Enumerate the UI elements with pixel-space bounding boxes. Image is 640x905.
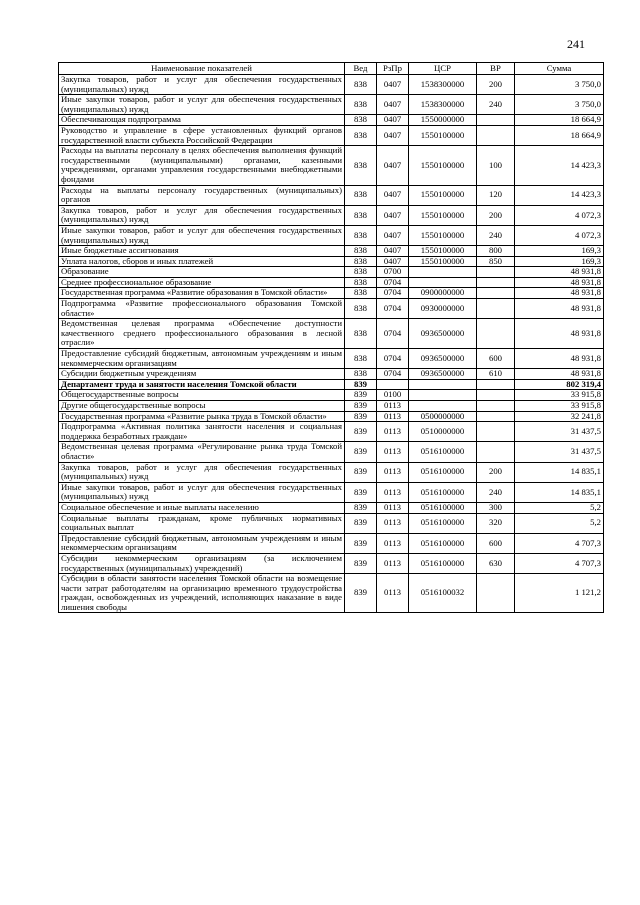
cell-sum: 33 915,8 — [515, 401, 604, 412]
cell-csr: 0936500000 — [409, 349, 477, 369]
cell-rzpr: 0407 — [377, 115, 409, 126]
cell-name: Расходы на выплаты персоналу в целях обеспечения выполнения функций государственными (муниципальными) органами, казенными учреждениями, органами управления государственными внебюджетными фондами — [59, 146, 345, 185]
cell-csr: 1550100000 — [409, 185, 477, 205]
cell-ved: 839 — [345, 502, 377, 513]
cell-name: Закупка товаров, работ и услуг для обеспечения государственных (муниципальных) нужд — [59, 462, 345, 482]
cell-sum: 33 915,8 — [515, 390, 604, 401]
table-row — [59, 95, 604, 115]
cell-ved: 838 — [345, 125, 377, 145]
table-row — [59, 533, 604, 553]
page-number: 241 — [567, 37, 585, 51]
cell-name: Уплата налогов, сборов и иных платежей — [59, 256, 345, 267]
table-row — [59, 146, 604, 185]
table-row — [59, 411, 604, 422]
cell-ved: 839 — [345, 533, 377, 553]
cell-sum: 802 319,4 — [515, 379, 604, 390]
cell-csr: 0500000000 — [409, 411, 477, 422]
table-row — [59, 513, 604, 533]
cell-ved: 839 — [345, 482, 377, 502]
cell-sum: 3 750,0 — [515, 75, 604, 95]
cell-name: Социальные выплаты гражданам, кроме публичных нормативных социальных выплат — [59, 513, 345, 533]
cell-sum: 4 072,3 — [515, 225, 604, 245]
cell-ved: 838 — [345, 277, 377, 288]
cell-rzpr: 0407 — [377, 246, 409, 257]
cell-vr — [477, 277, 515, 288]
cell-sum: 18 664,9 — [515, 125, 604, 145]
cell-sum: 169,3 — [515, 246, 604, 257]
cell-sum: 31 437,5 — [515, 442, 604, 462]
cell-vr — [477, 390, 515, 401]
cell-csr: 1550100000 — [409, 146, 477, 185]
table-row — [59, 379, 604, 390]
cell-vr: 630 — [477, 553, 515, 573]
cell-csr — [409, 401, 477, 412]
cell-vr — [477, 319, 515, 349]
cell-sum: 14 423,3 — [515, 185, 604, 205]
table-row — [59, 246, 604, 257]
cell-sum: 48 931,8 — [515, 319, 604, 349]
cell-ved: 839 — [345, 553, 377, 573]
table-row — [59, 256, 604, 267]
cell-vr: 600 — [477, 533, 515, 553]
header-rzpr: РзПр — [377, 63, 409, 75]
budget-table — [58, 62, 604, 613]
cell-rzpr: 0704 — [377, 299, 409, 319]
cell-sum: 1 121,2 — [515, 574, 604, 613]
cell-rzpr: 0407 — [377, 125, 409, 145]
cell-name: Предоставление субсидий бюджетным, автономным учреждениям и иным некоммерческим организациям — [59, 349, 345, 369]
cell-vr — [477, 115, 515, 126]
cell-ved: 838 — [345, 256, 377, 267]
cell-ved: 838 — [345, 205, 377, 225]
header-sum: Сумма — [515, 63, 604, 75]
cell-ved: 838 — [345, 288, 377, 299]
table-row — [59, 125, 604, 145]
cell-sum: 4 707,3 — [515, 533, 604, 553]
table-header-row — [59, 63, 604, 75]
cell-rzpr: 0407 — [377, 185, 409, 205]
cell-csr: 1538300000 — [409, 95, 477, 115]
cell-csr: 0936500000 — [409, 319, 477, 349]
table-row — [59, 185, 604, 205]
cell-vr: 240 — [477, 225, 515, 245]
cell-sum: 48 931,8 — [515, 267, 604, 278]
cell-csr: 0516100000 — [409, 502, 477, 513]
cell-csr: 0516100000 — [409, 533, 477, 553]
cell-ved: 839 — [345, 401, 377, 412]
cell-vr: 200 — [477, 462, 515, 482]
table-row — [59, 225, 604, 245]
cell-csr: 0516100000 — [409, 462, 477, 482]
table-row — [59, 205, 604, 225]
cell-rzpr: 0113 — [377, 513, 409, 533]
cell-sum: 14 835,1 — [515, 482, 604, 502]
cell-name: Образование — [59, 267, 345, 278]
cell-csr: 1550100000 — [409, 205, 477, 225]
cell-csr — [409, 277, 477, 288]
cell-vr: 850 — [477, 256, 515, 267]
cell-csr: 0516100000 — [409, 482, 477, 502]
cell-name: Государственная программа «Развитие образования в Томской области» — [59, 288, 345, 299]
cell-sum: 18 664,9 — [515, 115, 604, 126]
cell-rzpr: 0407 — [377, 256, 409, 267]
cell-rzpr: 0113 — [377, 502, 409, 513]
cell-name: Субсидии некоммерческим организациям (за исключением государственных (муниципальных) учреждений) — [59, 553, 345, 573]
cell-rzpr: 0113 — [377, 462, 409, 482]
cell-name: Подпрограмма «Развитие профессионального образования Томской области» — [59, 299, 345, 319]
table-row — [59, 553, 604, 573]
cell-sum: 169,3 — [515, 256, 604, 267]
cell-name: Другие общегосударственные вопросы — [59, 401, 345, 412]
table-row — [59, 462, 604, 482]
cell-vr — [477, 288, 515, 299]
cell-csr: 1550100000 — [409, 125, 477, 145]
cell-ved: 839 — [345, 574, 377, 613]
cell-sum: 5,2 — [515, 513, 604, 533]
cell-rzpr: 0113 — [377, 422, 409, 442]
table-row — [59, 422, 604, 442]
table-row — [59, 277, 604, 288]
cell-csr: 0516100000 — [409, 442, 477, 462]
cell-ved: 839 — [345, 442, 377, 462]
cell-name: Субсидии в области занятости населения Томской области на возмещение части затрат работодателям на организацию временного трудоустройства граждан, освобожденных из учреждений, исполняющих наказание в виде лишения свободы — [59, 574, 345, 613]
cell-vr — [477, 442, 515, 462]
table-row — [59, 502, 604, 513]
cell-rzpr: 0113 — [377, 574, 409, 613]
cell-rzpr: 0407 — [377, 225, 409, 245]
cell-ved: 838 — [345, 267, 377, 278]
cell-csr: 0516100032 — [409, 574, 477, 613]
cell-name: Иные закупки товаров, работ и услуг для обеспечения государственных (муниципальных) нужд — [59, 225, 345, 245]
table-row — [59, 267, 604, 278]
cell-name: Общегосударственные вопросы — [59, 390, 345, 401]
cell-name: Среднее профессиональное образование — [59, 277, 345, 288]
cell-csr — [409, 390, 477, 401]
table-row — [59, 390, 604, 401]
cell-csr: 1550100000 — [409, 246, 477, 257]
cell-ved: 838 — [345, 185, 377, 205]
cell-rzpr: 0113 — [377, 553, 409, 573]
cell-rzpr: 0113 — [377, 401, 409, 412]
cell-rzpr: 0700 — [377, 267, 409, 278]
cell-ved: 838 — [345, 225, 377, 245]
cell-sum: 5,2 — [515, 502, 604, 513]
table-row — [59, 288, 604, 299]
cell-rzpr: 0100 — [377, 390, 409, 401]
header-vr: ВР — [477, 63, 515, 75]
cell-name: Иные закупки товаров, работ и услуг для обеспечения государственных (муниципальных) нужд — [59, 482, 345, 502]
cell-rzpr: 0407 — [377, 146, 409, 185]
cell-sum: 32 241,8 — [515, 411, 604, 422]
cell-rzpr: 0407 — [377, 205, 409, 225]
cell-csr: 0516100000 — [409, 553, 477, 573]
cell-name: Подпрограмма «Активная политика занятости населения и социальная поддержка безработных граждан» — [59, 422, 345, 442]
cell-ved: 839 — [345, 379, 377, 390]
cell-rzpr: 0407 — [377, 75, 409, 95]
table-row — [59, 442, 604, 462]
table-row — [59, 574, 604, 613]
table-row — [59, 115, 604, 126]
cell-ved: 839 — [345, 390, 377, 401]
cell-vr: 800 — [477, 246, 515, 257]
cell-csr — [409, 267, 477, 278]
cell-vr — [477, 401, 515, 412]
table-row — [59, 401, 604, 412]
cell-sum: 48 931,8 — [515, 277, 604, 288]
cell-ved: 838 — [345, 349, 377, 369]
cell-vr: 320 — [477, 513, 515, 533]
cell-ved: 838 — [345, 319, 377, 349]
cell-csr: 0516100000 — [409, 513, 477, 533]
cell-ved: 838 — [345, 146, 377, 185]
cell-ved: 838 — [345, 75, 377, 95]
cell-ved: 839 — [345, 462, 377, 482]
cell-csr: 0930000000 — [409, 299, 477, 319]
cell-csr: 1550100000 — [409, 225, 477, 245]
cell-vr — [477, 267, 515, 278]
cell-csr: 1550100000 — [409, 256, 477, 267]
cell-ved: 839 — [345, 422, 377, 442]
cell-vr: 300 — [477, 502, 515, 513]
cell-rzpr: 0113 — [377, 533, 409, 553]
cell-rzpr: 0704 — [377, 277, 409, 288]
cell-ved: 838 — [345, 369, 377, 380]
cell-rzpr: 0113 — [377, 482, 409, 502]
cell-sum: 4 072,3 — [515, 205, 604, 225]
cell-name: Департамент труда и занятости населения Томской области — [59, 379, 345, 390]
cell-vr: 100 — [477, 146, 515, 185]
cell-ved: 838 — [345, 246, 377, 257]
cell-name: Руководство и управление в сфере установленных функций органов государственной власти субъекта Российской Федерации — [59, 125, 345, 145]
cell-rzpr: 0704 — [377, 319, 409, 349]
cell-rzpr: 0113 — [377, 442, 409, 462]
cell-ved: 838 — [345, 115, 377, 126]
cell-vr: 200 — [477, 75, 515, 95]
cell-rzpr: 0704 — [377, 349, 409, 369]
cell-vr: 600 — [477, 349, 515, 369]
cell-csr: 0900000000 — [409, 288, 477, 299]
cell-ved: 839 — [345, 513, 377, 533]
cell-vr — [477, 299, 515, 319]
cell-name: Субсидии бюджетным учреждениям — [59, 369, 345, 380]
table-row — [59, 75, 604, 95]
cell-vr — [477, 379, 515, 390]
cell-sum: 48 931,8 — [515, 349, 604, 369]
cell-csr: 0936500000 — [409, 369, 477, 380]
cell-rzpr: 0704 — [377, 288, 409, 299]
cell-vr: 120 — [477, 185, 515, 205]
cell-csr — [409, 379, 477, 390]
header-ved: Вед — [345, 63, 377, 75]
cell-name: Иные бюджетные ассигнования — [59, 246, 345, 257]
cell-name: Ведомственная целевая программа «Регулирование рынка труда Томской области» — [59, 442, 345, 462]
table-row — [59, 482, 604, 502]
cell-sum: 31 437,5 — [515, 422, 604, 442]
cell-vr — [477, 574, 515, 613]
cell-csr: 1538300000 — [409, 75, 477, 95]
cell-name: Расходы на выплаты персоналу государственных (муниципальных) органов — [59, 185, 345, 205]
cell-name: Ведомственная целевая программа «Обеспечение доступности качественного среднего профессионального образования в лесной отрасли» — [59, 319, 345, 349]
cell-vr: 240 — [477, 95, 515, 115]
cell-sum: 48 931,8 — [515, 299, 604, 319]
cell-sum: 3 750,0 — [515, 95, 604, 115]
cell-rzpr: 0407 — [377, 95, 409, 115]
cell-name: Иные закупки товаров, работ и услуг для обеспечения государственных (муниципальных) нужд — [59, 95, 345, 115]
cell-vr: 240 — [477, 482, 515, 502]
table-row — [59, 319, 604, 349]
cell-name: Социальное обеспечение и иные выплаты населению — [59, 502, 345, 513]
cell-vr — [477, 411, 515, 422]
table-row — [59, 369, 604, 380]
table-body — [59, 75, 604, 613]
cell-rzpr — [377, 379, 409, 390]
cell-ved: 839 — [345, 411, 377, 422]
table-row — [59, 299, 604, 319]
cell-vr — [477, 125, 515, 145]
cell-vr — [477, 422, 515, 442]
cell-sum: 48 931,8 — [515, 288, 604, 299]
cell-sum: 14 835,1 — [515, 462, 604, 482]
cell-sum: 48 931,8 — [515, 369, 604, 380]
cell-name: Предоставление субсидий бюджетным, автономным учреждениям и иным некоммерческим организациям — [59, 533, 345, 553]
cell-name: Закупка товаров, работ и услуг для обеспечения государственных (муниципальных) нужд — [59, 205, 345, 225]
cell-csr: 0510000000 — [409, 422, 477, 442]
table-row — [59, 349, 604, 369]
cell-name: Закупка товаров, работ и услуг для обеспечения государственных (муниципальных) нужд — [59, 75, 345, 95]
cell-vr: 610 — [477, 369, 515, 380]
cell-name: Государственная программа «Развитие рынка труда в Томской области» — [59, 411, 345, 422]
cell-sum: 14 423,3 — [515, 146, 604, 185]
cell-ved: 838 — [345, 299, 377, 319]
cell-name: Обеспечивающая подпрограмма — [59, 115, 345, 126]
cell-rzpr: 0704 — [377, 369, 409, 380]
header-csr: ЦСР — [409, 63, 477, 75]
cell-csr: 1550000000 — [409, 115, 477, 126]
header-name: Наименование показателей — [59, 63, 345, 75]
cell-sum: 4 707,3 — [515, 553, 604, 573]
cell-vr: 200 — [477, 205, 515, 225]
cell-rzpr: 0113 — [377, 411, 409, 422]
cell-ved: 838 — [345, 95, 377, 115]
